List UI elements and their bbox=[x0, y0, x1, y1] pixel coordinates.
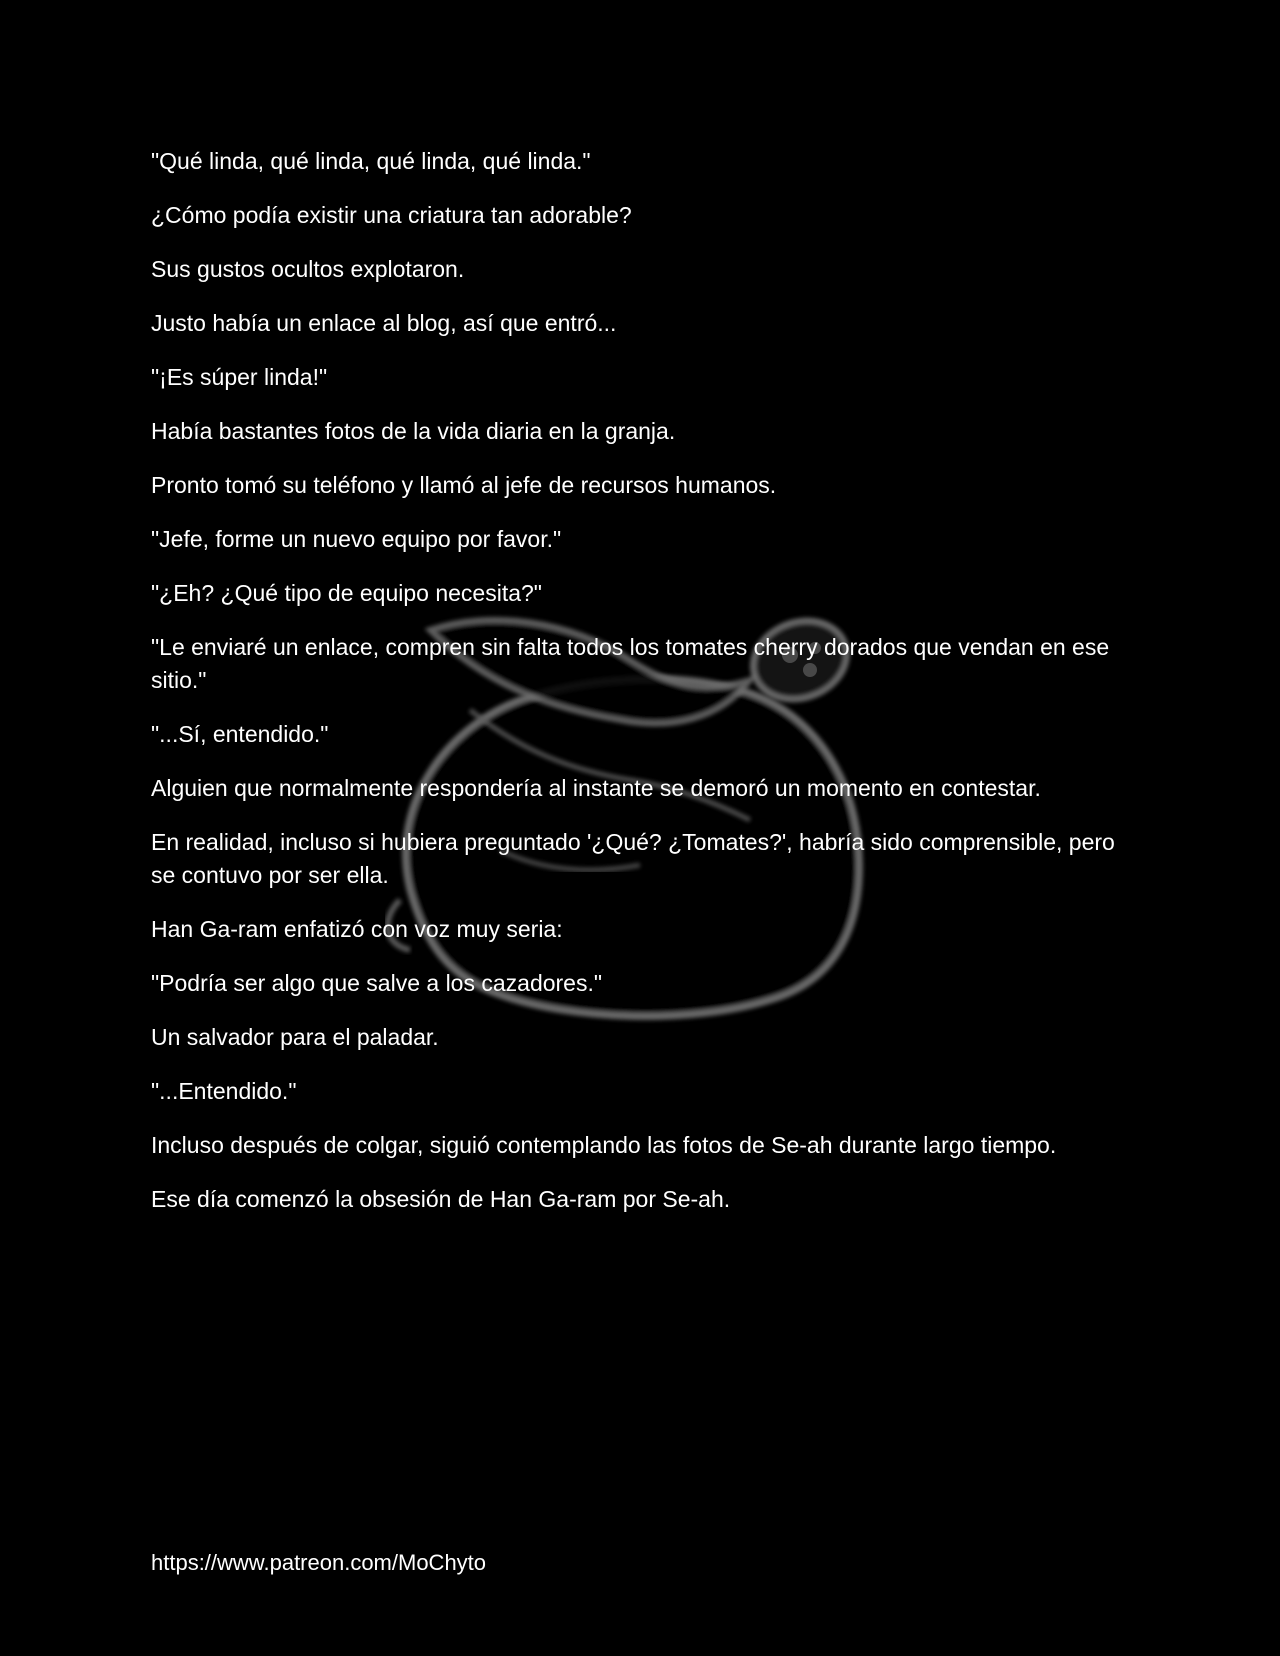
paragraph: "Qué linda, qué linda, qué linda, qué linda." bbox=[151, 148, 591, 174]
paragraph: Un salvador para el paladar. bbox=[151, 1024, 439, 1050]
paragraph: Pronto tomó su teléfono y llamó al jefe de recursos humanos. bbox=[151, 472, 777, 498]
paragraph: Incluso después de colgar, siguió contemplando las fotos de Se-ah durante largo tiempo. bbox=[151, 1132, 1057, 1158]
paragraph: "Podría ser algo que salve a los cazadores." bbox=[151, 970, 603, 996]
paragraph: En realidad, incluso si hubiera preguntado '¿Qué? ¿Tomates?', habría sido comprensible, pero se contuvo por ser ella. bbox=[151, 829, 1115, 888]
document-body bbox=[151, 145, 1131, 1237]
paragraph: ¿Cómo podía existir una criatura tan adorable? bbox=[151, 202, 632, 228]
paragraph: "Jefe, forme un nuevo equipo por favor." bbox=[151, 526, 562, 552]
paragraph: Había bastantes fotos de la vida diaria en la granja. bbox=[151, 418, 676, 444]
paragraph: "¿Eh? ¿Qué tipo de equipo necesita?" bbox=[151, 580, 542, 606]
paragraph: "Le enviaré un enlace, compren sin falta todos los tomates cherry dorados que vendan en ese sitio." bbox=[151, 634, 1110, 693]
paragraph: Ese día comenzó la obsesión de Han Ga-ram por Se-ah. bbox=[151, 1186, 731, 1212]
paragraph: "...Sí, entendido." bbox=[151, 721, 329, 747]
paragraph: "...Entendido." bbox=[151, 1078, 297, 1104]
paragraph: Alguien que normalmente respondería al instante se demoró un momento en contestar. bbox=[151, 775, 1041, 801]
paragraph: Sus gustos ocultos explotaron. bbox=[151, 256, 465, 282]
patreon-link[interactable]: https://www.patreon.com/MoChyto bbox=[151, 1550, 487, 1575]
paragraph: Justo había un enlace al blog, así que entró... bbox=[151, 310, 617, 336]
paragraph: "¡Es súper linda!" bbox=[151, 364, 328, 390]
paragraph: Han Ga-ram enfatizó con voz muy seria: bbox=[151, 916, 563, 942]
